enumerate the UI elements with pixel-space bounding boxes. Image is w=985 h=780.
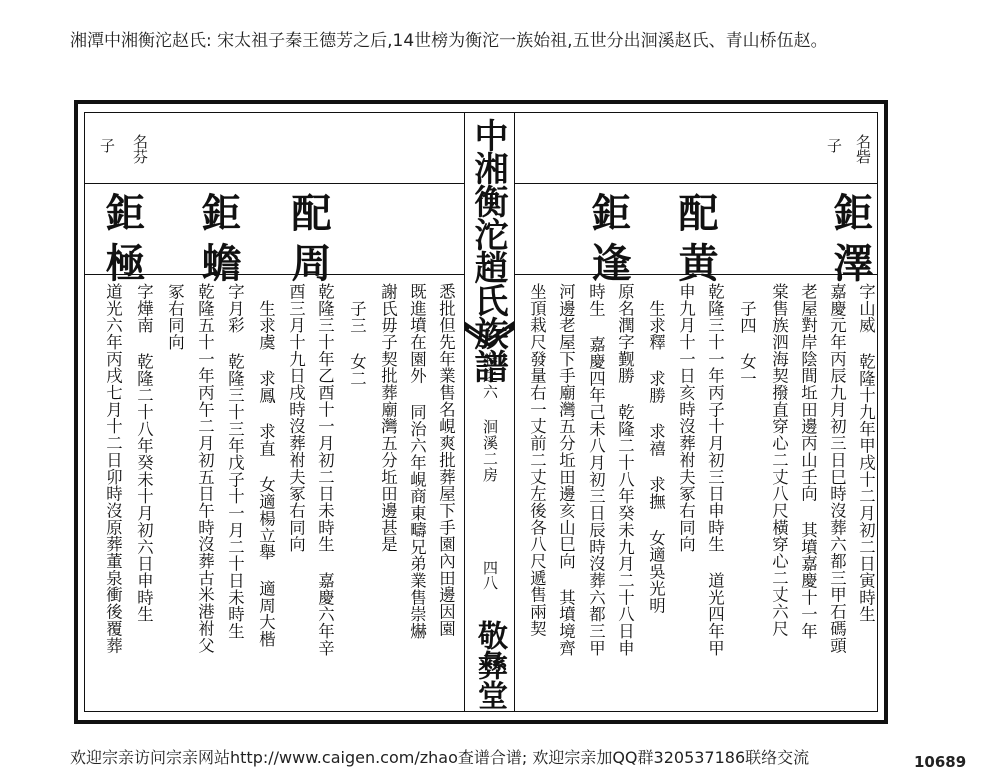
right-generation-name: 鉅逢 (585, 192, 632, 292)
right-text-column: 坐頂栽尺發量右一丈前二丈左後各八尺遞售兩契 (527, 283, 547, 637)
left-text-column: 道光六年丙戌七月十二日卯時沒原葬董泉衝後覆葬 (103, 283, 123, 654)
left-text-column: 乾隆三十年乙酉十一月初二日未時生 嘉慶六年辛 (315, 283, 335, 657)
left-text-column: 字月彩 乾隆三十三年戊子十一月二十日未時生 (225, 283, 245, 640)
right-text-column: 字山威 乾隆十九年甲戌十二月初二日寅時生 (856, 283, 876, 623)
left-text-column: 既進墳在園外 同治六年峴商東疇兄弟業售崇爀 (407, 283, 427, 640)
right-text-column: 原名潤字觐勝 乾隆二十八年癸未九月二十八日申 (615, 283, 635, 657)
left-text-column: 謝氏毋子契批葬廟灣五分坵田邊甚是 (378, 283, 398, 553)
page-number: 四八 (481, 560, 499, 590)
volume-label: 卷之六 洄溪二房 (481, 352, 499, 483)
left-text-column: 冢右同向 (165, 283, 185, 351)
left-text-column: 悉批但先年業售名峴爽批葬屋下手園內田邊因園 (436, 283, 456, 637)
left-header-zi: 子 (98, 138, 116, 153)
right-text-column: 乾隆三十一年丙子十月初三日申時生 道光四年甲 (705, 283, 725, 657)
genealogy-title: 中湘衡沱趙氏族譜 (468, 118, 508, 382)
right-text-column: 河邊老屋下手廟灣五分坵田邊亥山巳向 其墳境齊 (556, 283, 576, 657)
right-generation-name: 鉅澤 (827, 192, 874, 292)
right-text-column: 棠售族泗海契撥直穿心二丈八尺橫穿心二丈六尺 (769, 283, 789, 637)
left-header-rule (84, 183, 464, 184)
left-spouse-name: 配周 (285, 192, 332, 292)
left-generation-name: 鉅蟾 (195, 192, 242, 292)
right-text-column: 老屋對岸陰間坵田邊丙山壬向 其墳嘉慶十一年 (798, 283, 818, 640)
right-header-rule (515, 183, 878, 184)
right-text-column: 時生 嘉慶四年己未八月初三日辰時沒葬六都三甲 (586, 283, 606, 657)
left-text-column: 子三 女二 (347, 300, 367, 387)
right-spouse-name: 配黄 (672, 192, 719, 292)
footer-line: 欢迎宗亲访问宗亲网站http://www.caigen.com/zhao查谱合谱; 欢迎宗亲加QQ群320537186联络交流 (70, 748, 810, 767)
center-border-right (514, 112, 515, 712)
right-header-zi: 子 (825, 138, 843, 153)
left-text-column: 酉三月十九日戌時沒葬祔夫冢右同向 (286, 283, 306, 553)
left-text-column: 字燁南 乾隆二十八年癸未十月初六日申時生 (134, 283, 154, 623)
right-text-column: 生求釋 求勝 求禧 求撫 女適吳光明 (646, 300, 666, 614)
left-text-column: 生求虞 求鳳 求直 女適楊立舉 適周大楷 (256, 300, 276, 648)
page-code: 10689 (914, 753, 967, 771)
right-text-column: 子四 女一 (737, 300, 757, 387)
left-header-ming: 名芬 (131, 134, 149, 164)
right-text-column: 申九月十一日亥時沒葬祔夫冢右同向 (676, 283, 696, 553)
right-text-column: 嘉慶元年丙辰九月初三日巳時沒葬六都三甲石碼頭 (827, 283, 847, 654)
caption-line: 湘潭中湘衡沱赵氏: 宋太祖子秦王德芳之后,14世榜为衡沱一族始祖,五世分出洄溪赵氏、青山桥伍赵。 (70, 31, 828, 51)
left-text-column: 乾隆五十一年丙午二月初五日午時沒葬古米港祔父 (195, 283, 215, 654)
center-border-left (464, 112, 465, 712)
left-generation-name: 鉅極 (99, 192, 146, 292)
hall-name: 敬彝堂 (472, 620, 507, 710)
right-header-ming: 名砦 (854, 134, 872, 164)
